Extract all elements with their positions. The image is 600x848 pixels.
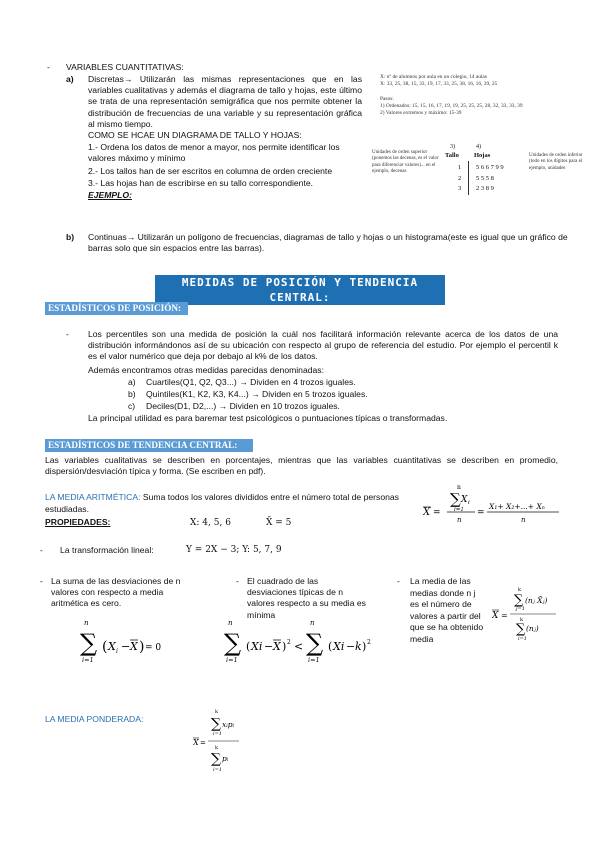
percentiles-text: Los percentiles son una medida de posición la cuál nos facilitará información relevante acerca de los datos de una distribución informándonos así de su ubicación con respecto al grupo de referencia del estudio. Por ejemplo el percentil k es el valor numérico que deja por debajo al k% de los datos. xyxy=(88,329,558,362)
svg-text:): ) xyxy=(362,640,367,653)
stem-value: 2 xyxy=(458,174,462,182)
property-sum-deviations: La suma de las desviaciones de n valores con respecto a media aritmética es cero. xyxy=(51,576,181,609)
right-note: Unidades de orden inferior (todo en los dígitos para el ejemplo, unidades xyxy=(529,153,583,171)
list-label: a) xyxy=(128,377,136,387)
list-label: c) xyxy=(128,401,136,411)
sum-deviations-formula xyxy=(80,615,170,665)
svg-text:n: n xyxy=(457,484,461,491)
example-box xyxy=(380,74,580,117)
svg-text:(nⱼ X̄ⱼ): (nⱼ X̄ⱼ) xyxy=(525,596,548,605)
left-note: Unidades de orden superior (ponemos las decenas, es el valor para diferenciar valores)... en el ejemplo, decenas xyxy=(372,150,439,175)
svg-text:∑: ∑ xyxy=(211,751,221,767)
svg-text:=: = xyxy=(200,739,206,747)
svg-text:n: n xyxy=(84,619,89,627)
svg-text:Xi: Xi xyxy=(333,640,345,653)
bullet-dash: - xyxy=(40,576,43,586)
leaf-value: 2 3 8 9 xyxy=(476,185,494,192)
propiedades-label: PROPIEDADES: xyxy=(45,517,111,527)
col3-label: 3) xyxy=(450,144,455,150)
svg-text:∑: ∑ xyxy=(80,629,98,657)
posicion-title: ESTADÍSTICOS DE POSICIÓN: xyxy=(45,302,188,315)
svg-text:k: k xyxy=(215,709,219,715)
svg-text:X: X xyxy=(461,495,468,505)
svg-text:=: = xyxy=(501,611,508,620)
section-title-variables: VARIABLES CUANTITATIVAS: xyxy=(66,62,184,72)
stems-column xyxy=(458,163,461,195)
svg-text:j=1: j=1 xyxy=(516,606,525,612)
svg-text:X: X xyxy=(492,611,499,621)
stem-step-3: 3.- Las hojas han de escribirse en su tallo correspondiente. xyxy=(88,178,314,188)
other-measures-text: Además encontramos otras medidas parecidas denominadas: xyxy=(88,365,324,375)
svg-text:∑: ∑ xyxy=(514,593,524,608)
svg-text:<: < xyxy=(294,640,304,653)
svg-text:i=1: i=1 xyxy=(308,656,320,664)
svg-text:∑: ∑ xyxy=(224,629,242,657)
leaf-value: 5 6 6 7 9 9 xyxy=(476,164,504,171)
svg-text:−: − xyxy=(346,640,356,653)
tendencia-text: Las variables cualitativas se describen en porcentajes, mientras que las variables cuantitativas se describen en promedio, dispersión/desviación típica y forma. (Se escriben en pdf). xyxy=(45,455,558,477)
svg-text:=: = xyxy=(477,508,485,518)
property-mean-of-means: La media de las medias donde n j es el número de valores a partir del que se ha obtenido media xyxy=(410,576,484,644)
stem-value: 1 xyxy=(458,164,462,171)
svg-text:X: X xyxy=(273,640,281,653)
deciles-item: Deciles(D1, D2,...) → Dividen en 10 trozos iguales. xyxy=(146,401,340,411)
svg-text:2: 2 xyxy=(367,639,371,646)
mean-formula xyxy=(423,480,563,524)
svg-text:X₁+ X₂+...+ Xₙ: X₁+ X₂+...+ Xₙ xyxy=(489,502,545,511)
tallo-header: Tallo xyxy=(445,152,459,159)
svg-text:∑: ∑ xyxy=(306,629,324,657)
svg-text:∑: ∑ xyxy=(450,490,461,508)
weighted-mean-formula xyxy=(193,705,263,775)
svg-text:i=1: i=1 xyxy=(213,731,222,737)
svg-text:i: i xyxy=(116,648,118,655)
svg-text:−: − xyxy=(264,640,274,653)
svg-text:= 0: = 0 xyxy=(145,643,162,653)
bullet-dash: - xyxy=(40,545,43,555)
percentiles-utility: La principal utilidad es para baremar test psicológicos o puntuaciones típicas o transformadas. xyxy=(88,413,448,423)
stem-value: 3 xyxy=(458,185,462,192)
property-squared-deviations: El cuadrado de las desviaciones típicas de n valores respecto a su media es mínima xyxy=(247,576,366,620)
squared-deviations-formula xyxy=(222,615,397,665)
example-step-1: 1) Ordenados: 15, 15, 16, 17, 19, 19, 25, 25, 25, 28, 32, 33, 33, 39 xyxy=(380,103,523,109)
svg-text:pᵢ: pᵢ xyxy=(222,754,229,763)
prop-result: X̄ = 5 xyxy=(266,518,292,528)
cuartiles-item: Cuartiles(Q1, Q2, Q3...) → Dividen en 4 trozos iguales. xyxy=(146,377,356,387)
svg-text:X: X xyxy=(130,640,138,653)
example-pasos: Pasos: xyxy=(380,96,394,102)
svg-text:X: X xyxy=(193,738,199,747)
svg-text:n: n xyxy=(521,516,526,524)
main-banner: MEDIDAS DE POSICIÓN Y TENDENCIA CENTRAL: xyxy=(155,275,445,305)
stem-step-2: 2.- Los tallos han de ser escritos en columna de orden creciente xyxy=(88,166,333,176)
svg-text:i=1: i=1 xyxy=(226,656,238,664)
svg-text:k: k xyxy=(518,587,522,593)
stem-leaf-title: COMO SE HCAE UN DIAGRAMA DE TALLO Y HOJAS: xyxy=(88,130,302,140)
discretas-text: Discretas→ Utilizarán las mismas representaciones que en las variables cualitativas y además el diagrama de tallo y hojas, este último se trata de una representación semigráfica que nos permite obtener la distribución de frecuencias de una variable y su representación gráfica al mismo tiempo. xyxy=(88,74,362,129)
quintiles-item: Quintiles(K1, K2, K3, K4...) → Dividen en 5 trozos iguales. xyxy=(146,389,368,399)
svg-text:(: ( xyxy=(246,640,251,653)
svg-text:∑: ∑ xyxy=(211,716,221,732)
svg-text:(: ( xyxy=(102,639,108,655)
media-aritmetica-text: Suma todos los valores divididos entre el número total de personas estudiadas. xyxy=(45,492,399,514)
mean-of-means-formula xyxy=(492,585,572,643)
stem-divider xyxy=(468,161,469,195)
list-label: b) xyxy=(128,389,136,399)
bullet-dash: - xyxy=(397,576,400,586)
svg-text:(: ( xyxy=(328,640,333,653)
svg-text:i=1: i=1 xyxy=(213,767,222,773)
linear-formula: Y = 2X − 3; Y: 5, 7, 9 xyxy=(186,545,282,555)
svg-text:k: k xyxy=(215,745,219,751)
example-line-2: X: 33, 25, 38, 15, 33, 19, 17, 33, 25, 38, 16, 16, 39, 25 xyxy=(380,81,498,87)
item-b-label: b) xyxy=(66,232,75,242)
svg-text:n: n xyxy=(457,516,462,524)
hojas-header: Hojas xyxy=(474,152,491,159)
svg-text:X: X xyxy=(108,640,116,653)
media-aritmetica-paragraph xyxy=(45,491,425,515)
svg-text:xᵢpᵢ: xᵢpᵢ xyxy=(222,720,235,729)
svg-text:i: i xyxy=(468,500,470,506)
svg-text:n: n xyxy=(228,619,233,627)
example-step-2: 2) Valores extremos y máximo: 15-39 xyxy=(380,110,462,116)
svg-text:X: X xyxy=(423,507,431,518)
svg-text:i=1: i=1 xyxy=(518,636,527,642)
svg-text:(nⱼ): (nⱼ) xyxy=(526,624,539,633)
svg-text:): ) xyxy=(282,640,287,653)
example-line-1: X: nº de alumnos por aula en un colegio, 14 aulas xyxy=(380,74,487,80)
continuas-text: Continuas→ Utilizarán un polígono de frecuencias, diagramas de tallo y hojas o un histograma(este es igual que un gráfico de barras solo que sin espacios entre las barras). xyxy=(88,232,568,254)
item-a-label: a) xyxy=(66,74,74,84)
tendencia-title: ESTADÍSTICOS DE TENDENCIA CENTRAL: xyxy=(45,439,253,452)
svg-text:n: n xyxy=(310,619,315,627)
svg-text:=: = xyxy=(433,508,441,518)
svg-text:Xi: Xi xyxy=(251,640,263,653)
bullet-dash: - xyxy=(47,62,50,72)
svg-text:i=1: i=1 xyxy=(82,656,94,664)
leaf-value: 5 5 5 8 xyxy=(476,174,494,182)
prop-example: X: 4, 5, 6 xyxy=(190,518,231,528)
example-label: EJEMPLO: xyxy=(88,190,132,200)
col4-label: 4) xyxy=(476,144,481,150)
svg-text:−: − xyxy=(121,640,131,653)
svg-text:∑: ∑ xyxy=(516,622,526,637)
svg-text:i=1: i=1 xyxy=(454,507,464,513)
bullet-dash: - xyxy=(236,576,239,586)
leaves-column xyxy=(476,163,504,195)
media-ponderada-title: LA MEDIA PONDERADA: xyxy=(45,714,144,724)
stem-step-1: 1.- Ordena los datos de menor a mayor, nos permite identificar los valores máximo y mínimo xyxy=(88,142,340,164)
media-aritmetica-title: LA MEDIA ARITMÉTICA: xyxy=(45,492,141,502)
svg-text:2: 2 xyxy=(287,639,291,646)
linear-label: La transformación lineal: xyxy=(60,545,154,555)
bullet-dash: - xyxy=(66,329,69,339)
svg-text:): ) xyxy=(139,639,145,655)
svg-text:k: k xyxy=(355,640,362,653)
svg-text:k: k xyxy=(520,617,524,623)
